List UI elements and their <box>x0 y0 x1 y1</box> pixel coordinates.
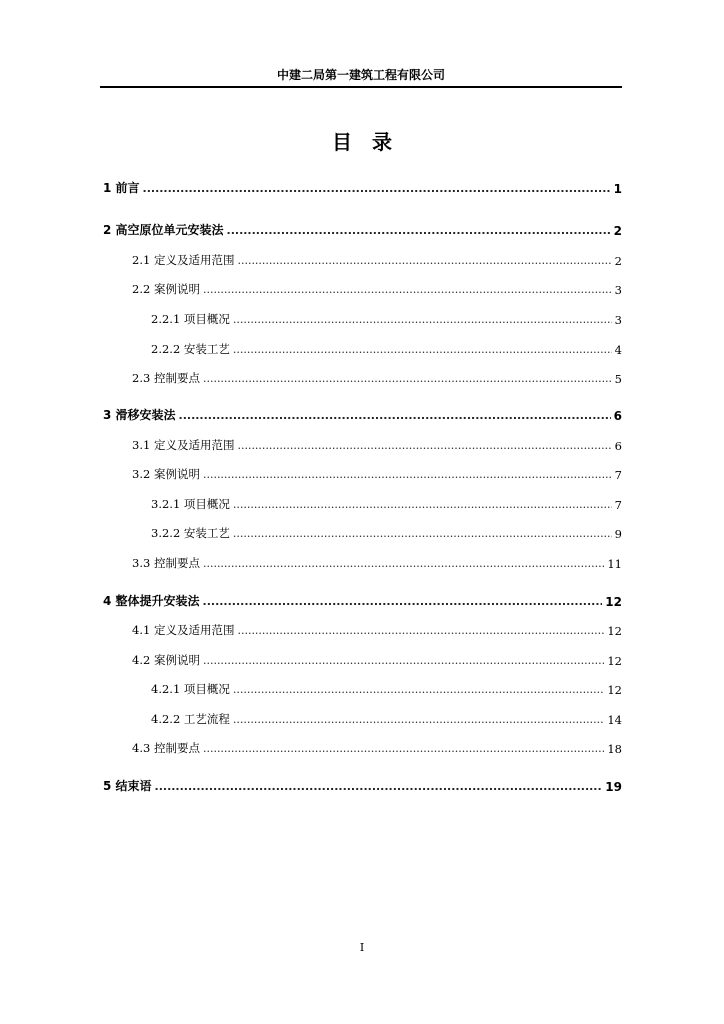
toc-entry[interactable] <box>132 618 622 638</box>
toc-entry-page: 12 <box>607 624 622 638</box>
toc-entry[interactable] <box>132 648 622 668</box>
header-rule <box>100 86 622 88</box>
toc-entry-label: 3.2.1 项目概况 <box>151 497 230 511</box>
toc-entry-page: 6 <box>614 439 622 453</box>
toc-entry-page: 6 <box>613 409 622 423</box>
toc-entry[interactable] <box>103 589 622 609</box>
toc-entry-label: 4.3 控制要点 <box>132 741 200 755</box>
toc-entry-label: 2.2 案例说明 <box>132 282 200 296</box>
toc-entry[interactable] <box>132 277 622 297</box>
toc-leader-dots <box>233 711 604 727</box>
toc-leader-dots <box>233 681 604 697</box>
toc-entry[interactable] <box>132 366 622 386</box>
toc-entry-page: 19 <box>605 780 622 794</box>
toc-entry-page: 7 <box>614 498 622 512</box>
toc-entry[interactable] <box>132 433 622 453</box>
toc-entry-label: 3.2 案例说明 <box>132 467 200 481</box>
toc-entry-page: 11 <box>607 557 622 571</box>
toc-entry[interactable] <box>151 337 622 357</box>
toc-entry-page: 18 <box>607 742 622 756</box>
toc-entry-page: 12 <box>605 595 622 609</box>
toc-entry-label: 4.2 案例说明 <box>132 653 200 667</box>
toc-entry-page: 1 <box>613 182 622 196</box>
toc-entry[interactable] <box>151 677 622 697</box>
running-header: 中建二局第一建筑工程有限公司 <box>276 68 445 82</box>
toc-entry[interactable] <box>132 736 622 756</box>
toc-entry-label: 2 高空原位单元安装法 <box>103 223 224 237</box>
toc-entry[interactable] <box>103 176 622 196</box>
toc-entry-page: 12 <box>607 654 622 668</box>
toc-entry-label: 4 整体提升安装法 <box>103 594 200 608</box>
toc-entry-label: 3.3 控制要点 <box>132 556 200 570</box>
toc-entry-label: 5 结束语 <box>103 779 152 793</box>
page-title: 目录 <box>332 130 412 154</box>
toc-entry-page: 2 <box>614 254 622 268</box>
toc-entry-page: 3 <box>614 313 622 327</box>
toc-leader-dots <box>237 622 604 638</box>
toc-entry-label: 3.1 定义及适用范围 <box>132 438 235 452</box>
toc-entry-label: 2.2.1 项目概况 <box>151 312 230 326</box>
toc-leader-dots <box>155 778 603 794</box>
toc-entry-page: 2 <box>613 224 622 238</box>
toc-entry-page: 4 <box>614 343 622 357</box>
toc-entry-page: 9 <box>614 527 622 541</box>
toc-entry[interactable] <box>103 774 622 794</box>
toc-entry-page: 3 <box>614 283 622 297</box>
toc-leader-dots <box>227 222 611 238</box>
toc-leader-dots <box>203 370 612 386</box>
toc-entry-label: 3 滑移安装法 <box>103 408 176 422</box>
toc-entry[interactable] <box>151 707 622 727</box>
toc-leader-dots <box>233 525 612 541</box>
toc-entry[interactable] <box>151 307 622 327</box>
toc-entry[interactable] <box>103 218 622 238</box>
toc-leader-dots <box>203 555 604 571</box>
toc-leader-dots <box>179 407 611 423</box>
toc-entry-label: 2.3 控制要点 <box>132 371 200 385</box>
toc-leader-dots <box>237 437 611 453</box>
toc-entry-page: 12 <box>607 683 622 697</box>
toc-entry-label: 4.2.2 工艺流程 <box>151 712 230 726</box>
toc-entry[interactable] <box>151 521 622 541</box>
toc-leader-dots <box>203 652 604 668</box>
toc-entry-page: 7 <box>614 468 622 482</box>
toc-leader-dots <box>237 252 611 268</box>
toc-entry[interactable] <box>132 462 622 482</box>
toc-leader-dots <box>203 740 604 756</box>
toc-entry-label: 3.2.2 安装工艺 <box>151 526 230 540</box>
toc-leader-dots <box>233 341 612 357</box>
toc-entry-page: 14 <box>607 713 622 727</box>
toc-entry-label: 2.1 定义及适用范围 <box>132 253 235 267</box>
page-number: I <box>359 941 365 954</box>
toc-leader-dots <box>203 281 612 297</box>
toc-leader-dots <box>203 466 612 482</box>
toc-leader-dots <box>143 180 611 196</box>
toc-leader-dots <box>233 311 612 327</box>
toc-entry[interactable] <box>103 403 622 423</box>
toc-entry[interactable] <box>151 492 622 512</box>
toc-entry-label: 4.2.1 项目概况 <box>151 682 230 696</box>
toc-entry-label: 1 前言 <box>103 181 140 195</box>
toc-entry[interactable] <box>132 551 622 571</box>
toc-entry-label: 4.1 定义及适用范围 <box>132 623 235 637</box>
toc-leader-dots <box>203 593 603 609</box>
toc-entry-page: 5 <box>614 372 622 386</box>
toc-leader-dots <box>233 496 612 512</box>
toc-entry-label: 2.2.2 安装工艺 <box>151 342 230 356</box>
toc-entry[interactable] <box>132 248 622 268</box>
